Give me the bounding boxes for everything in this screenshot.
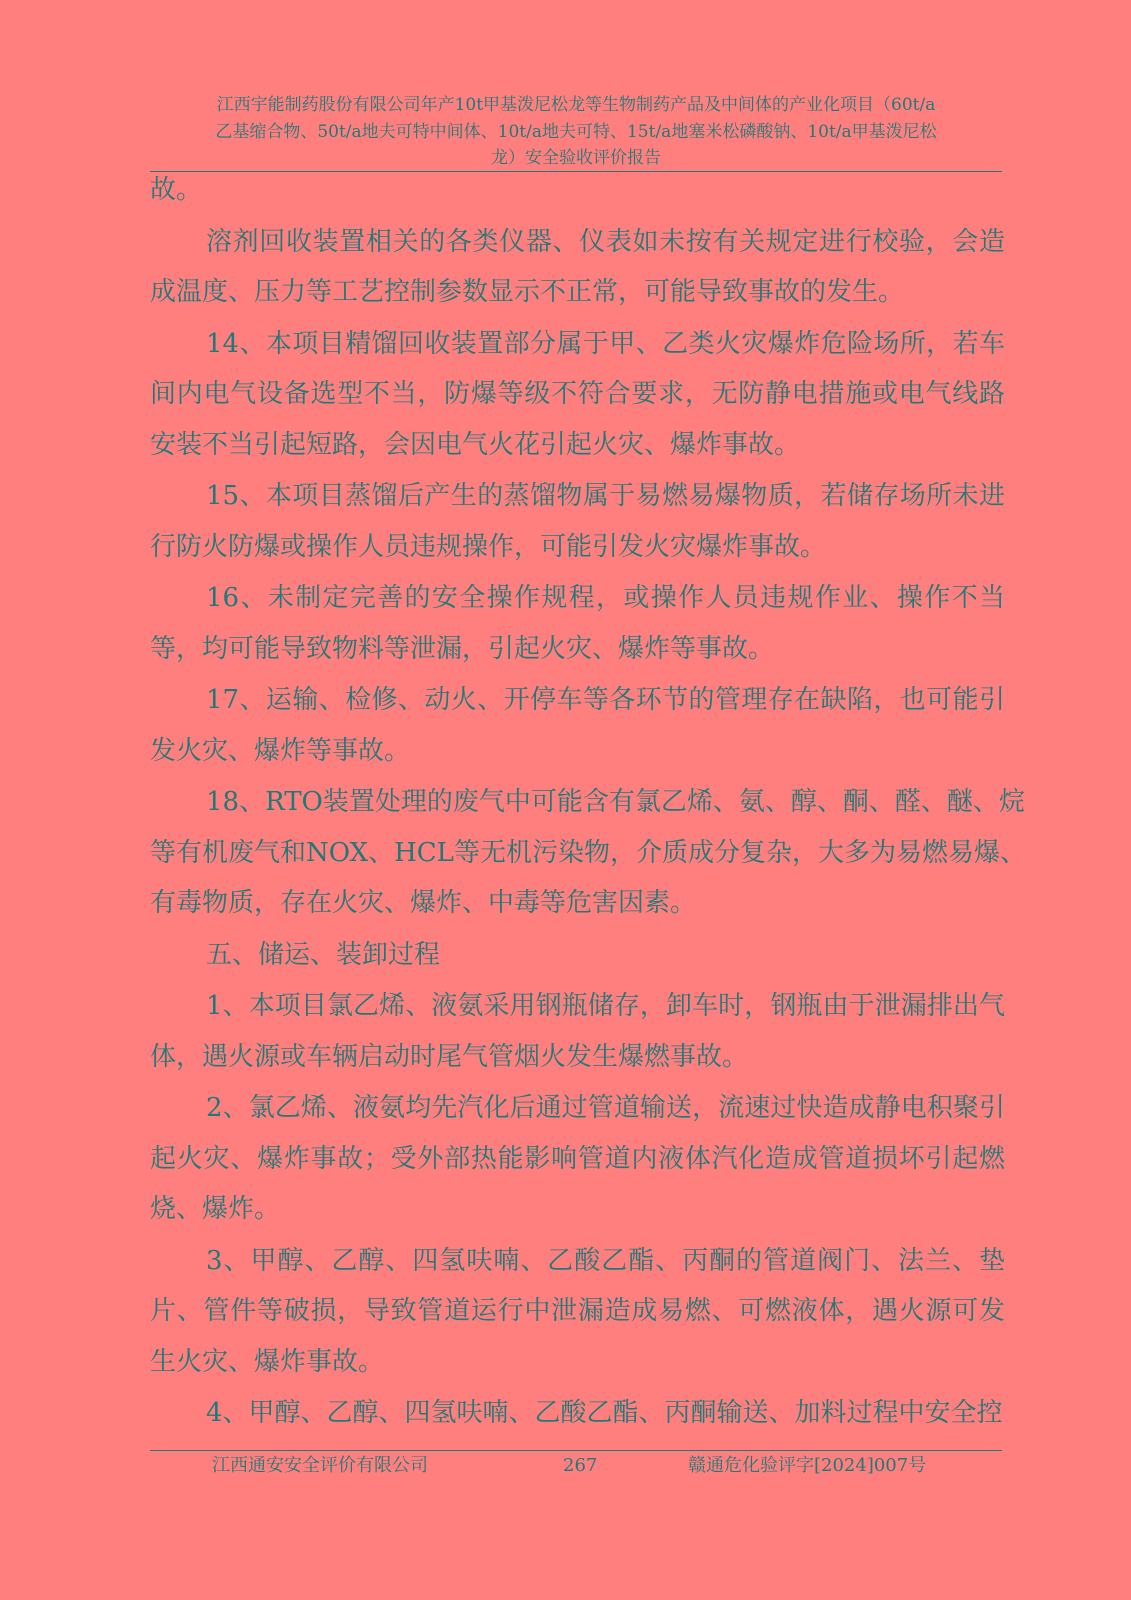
header-line: 乙基缩合物、50t/a地夫可特中间体、10t/a地夫可特、15t/a地塞米松磷酸钠、10t/a甲基泼尼松 [215,121,937,142]
page-number: 267 [563,1455,598,1476]
text-line: 3、甲醇、乙醇、四氢呋喃、乙酸乙酯、丙酮的管道阀门、法兰、垫 [206,1245,1005,1276]
text-line: 4、甲醇、乙醇、四氢呋喃、乙酸乙酯、丙酮输送、加料过程中安全控 [206,1398,1003,1428]
paragraph [150,981,1005,1082]
text-line: 烧、爆炸。 [150,1194,281,1224]
paragraph [150,1388,1005,1439]
text-line: 18、RTO装置处理的废气中可能含有氯乙烯、氨、醇、酮、醛、醚、烷 [206,787,1025,817]
text-line: 间内电气设备选型不当，防爆等级不符合要求，无防静电措施或电气线路 [150,379,1005,409]
text-line: 五、储运、装卸过程 [206,939,441,970]
footer-divider [150,1450,1002,1451]
text-line: 溶剂回收装置相关的各类仪器、仪表如未按有关规定进行校验，会造 [206,226,1005,257]
text-line: 等有机废气和NOX、HCL等无机污染物，介质成分复杂，大多为易燃易爆、 [150,837,1026,868]
text-line: 安装不当引起短路，会因电气火花引起火灾、爆炸事故。 [150,429,801,460]
text-line: 故。 [150,175,203,205]
paragraph [150,573,1005,674]
text-line: 15、本项目蒸馏后产生的蒸馏物属于易燃易爆物质，若储存场所未进 [206,481,1005,511]
paragraph [150,217,1005,318]
paragraph [150,930,1005,981]
text-line: 1、本项目氯乙烯、液氨采用钢瓶储存，卸车时，钢瓶由于泄漏排出气 [206,991,1005,1021]
text-line: 起火灾、爆炸事故；受外部热能影响管道内液体汽化造成管道损坏引起燃 [150,1143,1005,1174]
text-line: 行防火防爆或操作人员违规操作，可能引发火灾爆炸事故。 [150,531,827,562]
paragraph [150,165,1005,216]
footer-doc-number: 赣通危化验评字[2024]007号 [688,1455,927,1476]
text-line: 16、未制定完善的安全操作规程，或操作人员违规作业、操作不当 [206,583,1005,613]
header-line: 江西宇能制药股份有限公司年产10t甲基泼尼松龙等生物制药产品及中间体的产业化项目（60t/a [216,95,936,115]
text-line: 17、运输、检修、动火、开停车等各环节的管理存在缺陷，也可能引 [206,685,1005,715]
footer-company: 江西通安安全评价有限公司 [212,1455,428,1476]
paragraph [150,471,1005,572]
paragraph [150,1083,1005,1235]
header-line: 龙）安全验收评价报告 [491,148,661,168]
running-header [150,92,1002,172]
text-line: 体，遇火源或车辆启动时尾气管烟火发生爆燃事故。 [150,1041,749,1072]
text-line: 14、本项目精馏回收装置部分属于甲、乙类火灾爆炸危险场所，若车 [206,328,1005,359]
text-line: 片、管件等破损，导致管道运行中泄漏造成易燃、可燃液体，遇火源可发 [150,1296,1005,1326]
text-line: 生火灾、爆炸事故。 [150,1346,385,1377]
document-body [150,165,1026,1440]
text-line: 成温度、压力等工艺控制参数显示不正常，可能导致事故的发生。 [150,277,905,307]
text-line: 有毒物质，存在火灾、爆炸、中毒等危害因素。 [150,888,697,918]
paragraph [150,675,1005,776]
text-line: 等，均可能导致物料等泄漏，引起火灾、爆炸等事故。 [150,633,775,664]
paragraph [150,1236,1005,1388]
text-line: 2、氯乙烯、液氨均先汽化后通过管道输送，流速过快造成静电积聚引 [206,1093,1005,1123]
paragraph [150,319,1005,471]
paragraph [150,777,1026,929]
text-line: 发火灾、爆炸等事故。 [150,735,411,766]
